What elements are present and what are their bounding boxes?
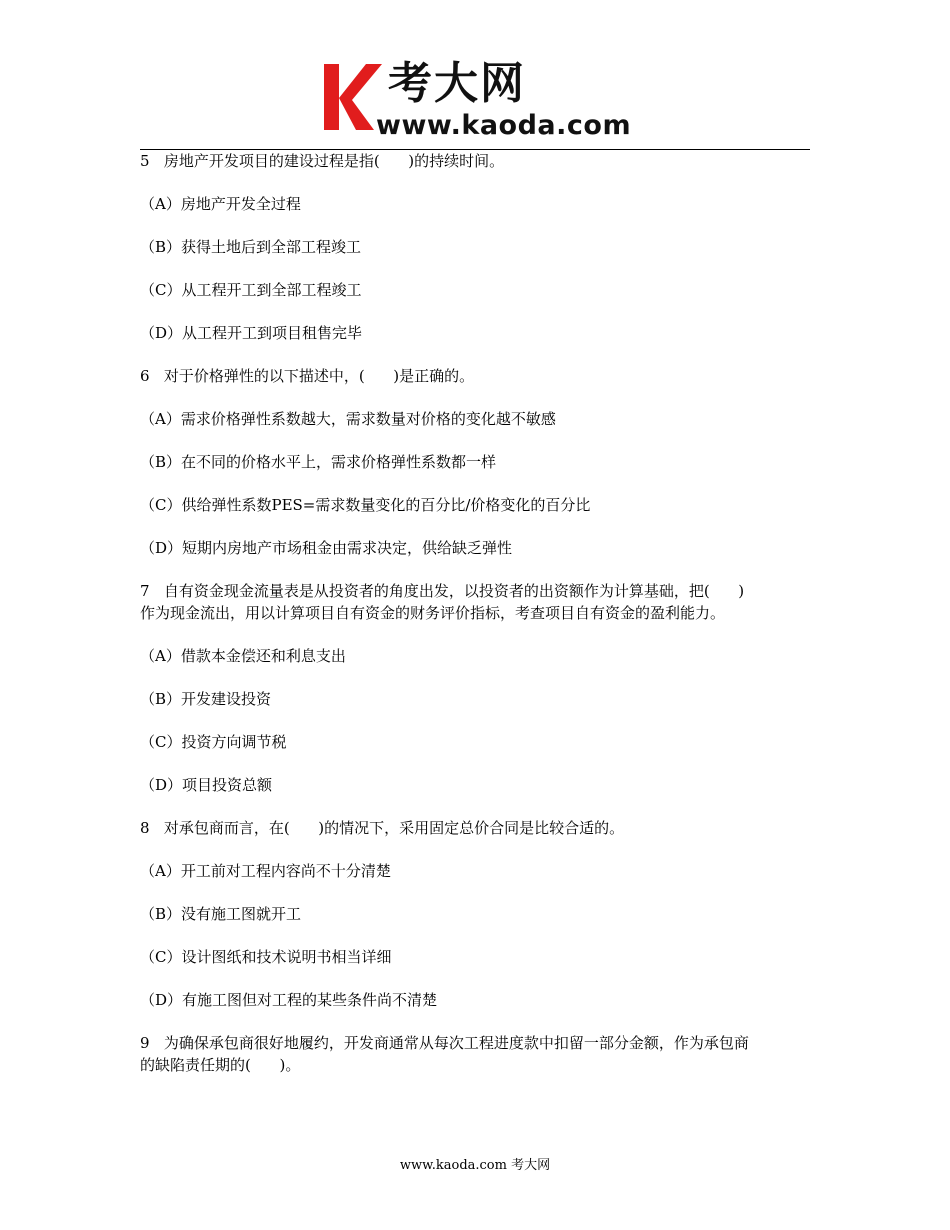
- question-5-stem: 5 房地产开发项目的建设过程是指( )的持续时间。: [140, 152, 505, 170]
- question-7-option-d: （D）项目投资总额: [140, 776, 273, 794]
- question-8-stem: 8 对承包商而言，在( )的情况下，采用固定总价合同是比较合适的。: [140, 819, 625, 837]
- question-7-option-b: （B）开发建设投资: [140, 690, 272, 708]
- question-8-option-a: （A）开工前对工程内容尚不十分清楚: [140, 862, 391, 880]
- kaoda-logo: [322, 58, 642, 142]
- question-6-option-c: （C）供给弹性系数PES=需求数量变化的百分比/价格变化的百分比: [140, 496, 591, 514]
- question-9-stem-line-1: 9 为确保承包商很好地履约，开发商通常从每次工程进度款中扣留一部分金额，作为承包商: [140, 1034, 749, 1052]
- question-9-stem-line-2: 的缺陷责任期的( )。: [140, 1056, 301, 1074]
- question-6-option-a: （A）需求价格弹性系数越大，需求数量对价格的变化越不敏感: [140, 410, 556, 428]
- question-list: [140, 150, 810, 1076]
- question-5-option-b: （B）获得土地后到全部工程竣工: [140, 238, 362, 256]
- k-logo-mark-icon: [322, 60, 384, 134]
- question-5-option-d: （D）从工程开工到项目租售完毕: [140, 324, 363, 342]
- question-6-option-b: （B）在不同的价格水平上，需求价格弹性系数都一样: [140, 453, 497, 471]
- page-footer: www.kaoda.com 考大网: [399, 1158, 551, 1173]
- question-6-stem: 6 对于价格弹性的以下描述中，( )是正确的。: [140, 367, 475, 385]
- question-7-stem-line-2: 作为现金流出，用以计算项目自有资金的财务评价指标，考查项目自有资金的盈利能力。: [140, 604, 726, 622]
- logo-url: www.kaoda.com: [376, 110, 632, 141]
- question-5-option-c: （C）从工程开工到全部工程竣工: [140, 281, 362, 299]
- question-7-option-c: （C）投资方向调节税: [140, 733, 287, 751]
- question-8-option-c: （C）设计图纸和技术说明书相当详细: [140, 948, 392, 966]
- question-8-option-d: （D）有施工图但对工程的某些条件尚不清楚: [140, 991, 438, 1009]
- question-5-option-a: （A）房地产开发全过程: [140, 195, 301, 213]
- question-7-option-a: （A）借款本金偿还和利息支出: [140, 647, 346, 665]
- question-6-option-d: （D）短期内房地产市场租金由需求决定，供给缺乏弹性: [140, 539, 513, 557]
- logo-brand-name: 考大网: [388, 58, 526, 109]
- question-8-option-b: （B）没有施工图就开工: [140, 905, 302, 923]
- question-7-stem-line-1: 7 自有资金现金流量表是从投资者的角度出发，以投资者的出资额作为计算基础，把( ): [140, 582, 745, 600]
